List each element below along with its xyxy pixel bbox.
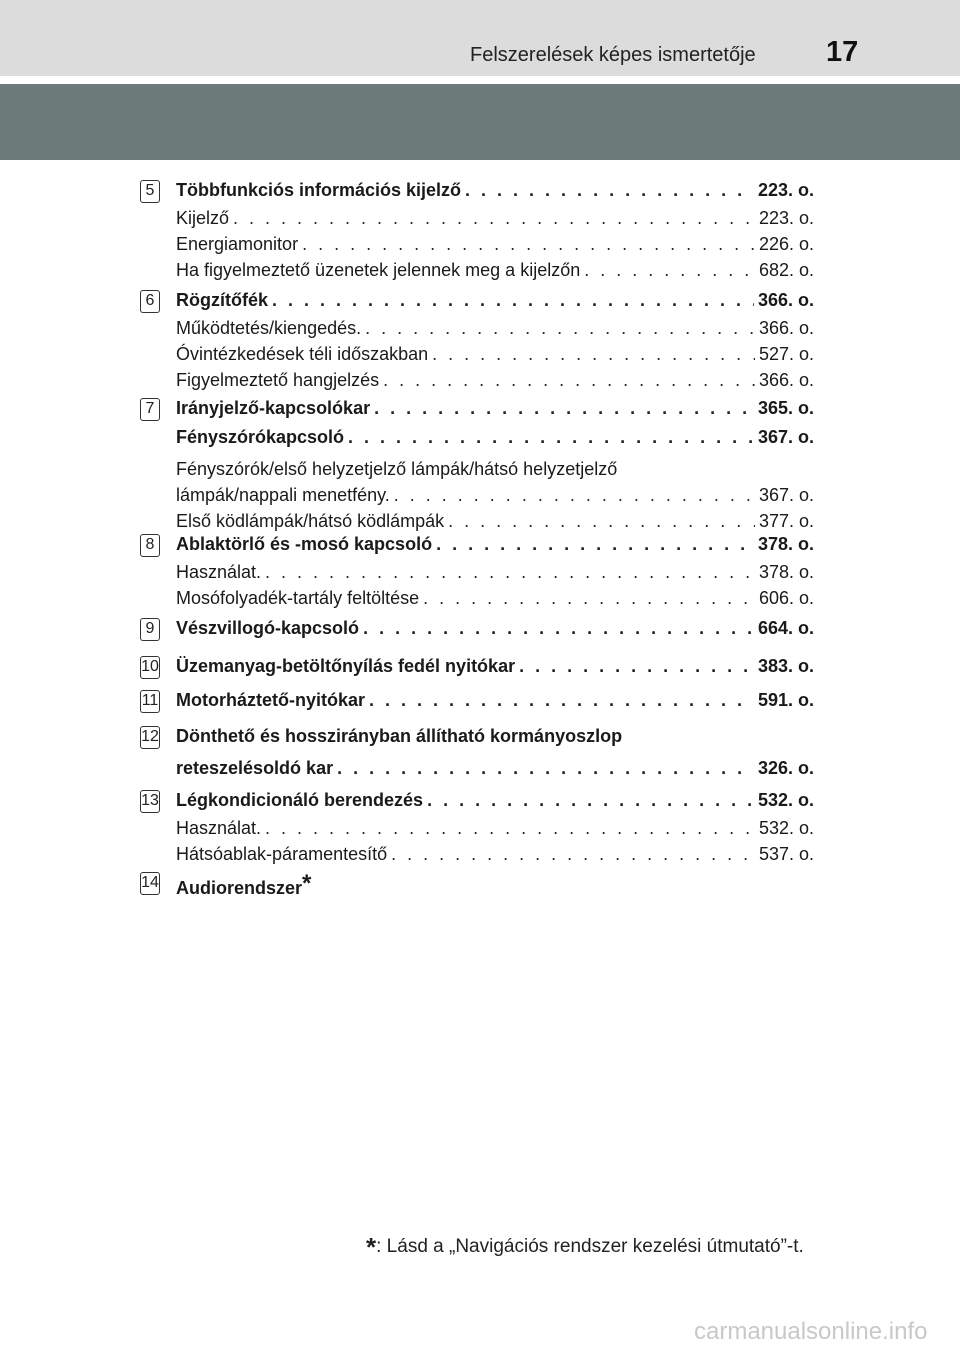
header-band	[0, 84, 960, 160]
item-marker: 8	[140, 534, 160, 557]
toc-entry	[176, 866, 814, 899]
toc-entry	[176, 614, 814, 643]
sub-entry-page: 367. o.	[758, 485, 814, 505]
item-marker: 11	[140, 690, 160, 713]
sub-entry-title: lámpák/nappali menetfény.	[176, 485, 390, 505]
entry-page: 378. o.	[757, 534, 814, 554]
entry-page: 664. o.	[757, 618, 814, 638]
entry-page: 383. o.	[757, 656, 814, 676]
sub-entry-title: Fényszórók/első helyzetjelző lámpák/hátsó helyzetjelző	[176, 459, 618, 479]
item-marker: 9	[140, 618, 160, 641]
sub-entry-title: Első ködlámpák/hátsó ködlámpák	[176, 511, 445, 531]
entry-page: 365. o.	[757, 398, 814, 418]
sub-entry-title: Használat.	[176, 562, 262, 582]
sub-entry-title: Óvintézkedések téli időszakban	[176, 344, 429, 364]
page-number: 17	[826, 36, 859, 68]
sub-entry-page: 377. o.	[758, 511, 814, 531]
item-marker: 6	[140, 290, 160, 313]
item-marker: 7	[140, 398, 160, 421]
toc-entry	[176, 530, 814, 611]
sub-entry-title: Energiamonitor	[176, 234, 299, 254]
entry-page: 532. o.	[757, 790, 814, 810]
sub-entry-page: 682. o.	[758, 260, 814, 280]
item-marker: 12	[140, 726, 160, 749]
sub-entry-title: Ha figyelmeztető üzenetek jelennek meg a kijelzőn	[176, 260, 581, 280]
item-marker: 10	[140, 656, 160, 679]
sub-entry-page: 606. o.	[758, 588, 814, 608]
sub-entry-page: 223. o.	[758, 208, 814, 228]
entry-title: Ablaktörlő és -mosó kapcsoló	[176, 534, 433, 554]
entry-title: Fényszórókapcsoló	[176, 427, 345, 447]
toc-entry	[176, 176, 814, 283]
footnote-asterisk: *	[366, 1232, 377, 1262]
toc-entry	[176, 394, 814, 534]
sub-entry-page: 226. o.	[758, 234, 814, 254]
sub-entry-page: 527. o.	[758, 344, 814, 364]
entry-title: reteszelésoldó kar	[176, 758, 334, 778]
sub-entry-title: Működtetés/kiengedés.	[176, 318, 362, 338]
sub-entry-title: Figyelmeztető hangjelzés	[176, 370, 380, 390]
toc-entry	[176, 786, 814, 867]
item-marker: 5	[140, 180, 160, 203]
sub-entry-page: 366. o.	[758, 370, 814, 390]
entry-title: Többfunkciós információs kijelző	[176, 180, 462, 200]
sub-entry-page: 366. o.	[758, 318, 814, 338]
entry-title: Motorháztető-nyitókar	[176, 690, 365, 710]
asterisk-mark: *	[302, 870, 312, 897]
entry-title: Vészvillogó-kapcsoló	[176, 618, 360, 638]
toc-entry	[176, 722, 814, 783]
toc-entry	[176, 686, 814, 715]
sub-entry-page: 378. o.	[758, 562, 814, 582]
toc-entry	[176, 286, 814, 393]
footnote	[366, 1228, 804, 1262]
toc-entry	[176, 652, 814, 681]
sub-entry-title: Hátsóablak-páramentesítő	[176, 844, 388, 864]
sub-entry-title: Használat.	[176, 818, 262, 838]
entry-page: 591. o.	[757, 690, 814, 710]
entry-title: Rögzítőfék	[176, 290, 268, 310]
entry-page: 366. o.	[757, 290, 814, 310]
entry-title: Dönthető és hosszirányban állítható kormányoszlop	[176, 726, 623, 746]
sub-entry-page: 532. o.	[758, 818, 814, 838]
sub-entry-title: Mosófolyadék-tartály feltöltése	[176, 588, 420, 608]
entry-title: Audiorendszer	[176, 878, 303, 898]
watermark: carmanualsonline.info	[694, 1318, 928, 1345]
header-strip	[0, 0, 960, 80]
entry-page: 223. o.	[757, 180, 814, 200]
header-separator	[0, 76, 960, 84]
entry-page: 367. o.	[757, 427, 814, 447]
sub-entry-title: Kijelző	[176, 208, 230, 228]
entry-title: Légkondicionáló berendezés	[176, 790, 424, 810]
sub-entry-page: 537. o.	[758, 844, 814, 864]
footnote-text: : Lásd a „Navigációs rendszer kezelési útmutató”-t.	[376, 1236, 804, 1257]
page-title: Felszerelések képes ismertetője	[470, 44, 756, 66]
entry-page: 326. o.	[757, 758, 814, 778]
item-marker: 13	[140, 790, 160, 813]
item-marker: 14	[140, 872, 160, 895]
entry-title: Irányjelző-kapcsolókar	[176, 398, 371, 418]
entry-title: Üzemanyag-betöltőnyílás fedél nyitókar	[176, 656, 516, 676]
